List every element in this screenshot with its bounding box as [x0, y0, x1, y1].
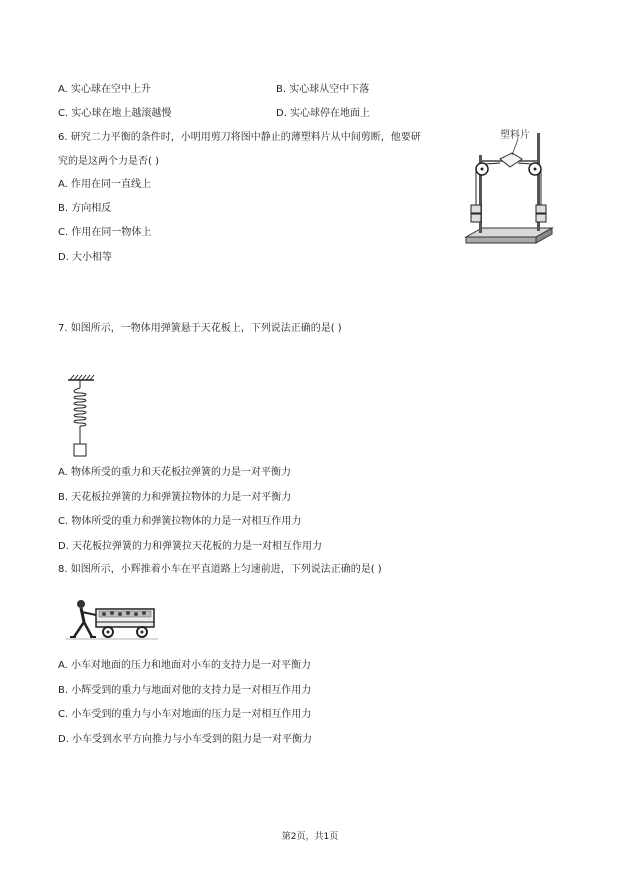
q5-option-d: D. 实心球停在地面上 [276, 108, 371, 119]
q6-figure [460, 125, 560, 250]
q8-option-d: D. 小车受到水平方向推力与小车受到的阻力是一对平衡力 [58, 734, 313, 745]
q6-option-a: A. 作用在同一直线上 [58, 179, 152, 190]
q7-option-d: D. 天花板拉弹簧的力和弹簧拉天花板的力是一对相互作用力 [58, 541, 323, 552]
q7-option-c: C. 物体所受的重力和弹簧拉物体的力是一对相互作用力 [58, 516, 302, 527]
q8-option-a: A. 小车对地面的压力和地面对小车的支持力是一对平衡力 [58, 660, 312, 671]
q7-option-b: B. 天花板拉弹簧的力和弹簧拉物体的力是一对平衡力 [58, 492, 292, 503]
q7-figure [64, 372, 104, 460]
q8-stem: 8. 如图所示，小辉推着小车在平直道路上匀速前进，下列说法正确的是( ) [58, 564, 382, 575]
q5-option-b: B. 实心球从空中下落 [276, 84, 370, 95]
q6-option-c: C. 作用在同一物体上 [58, 227, 152, 238]
q8-option-b: B. 小辉受到的重力与地面对他的支持力是一对相互作用力 [58, 685, 312, 696]
q5-option-c: C. 实心球在地上越滚越慢 [58, 108, 172, 119]
q6-figure-label: 塑料片 [500, 130, 530, 141]
page-footer: 第2页，共1页 [281, 832, 339, 842]
q7-option-a: A. 物体所受的重力和天花板拉弹簧的力是一对平衡力 [58, 467, 292, 478]
q6-option-d: D. 大小相等 [58, 252, 113, 263]
q6-stem-line1: 6. 研究二力平衡的条件时，小明用剪刀将图中静止的薄塑料片从中间剪断，他要研 [58, 132, 421, 143]
q6-option-b: B. 方向相反 [58, 203, 112, 214]
q8-figure [66, 599, 158, 643]
q7-stem: 7. 如图所示，一物体用弹簧悬于天花板上，下列说法正确的是( ) [58, 323, 342, 334]
q6-stem-line2: 究的是这两个力是否( ) [58, 156, 159, 167]
q5-option-a: A. 实心球在空中上升 [58, 84, 152, 95]
q8-option-c: C. 小车受到的重力与小车对地面的压力是一对相互作用力 [58, 709, 312, 720]
